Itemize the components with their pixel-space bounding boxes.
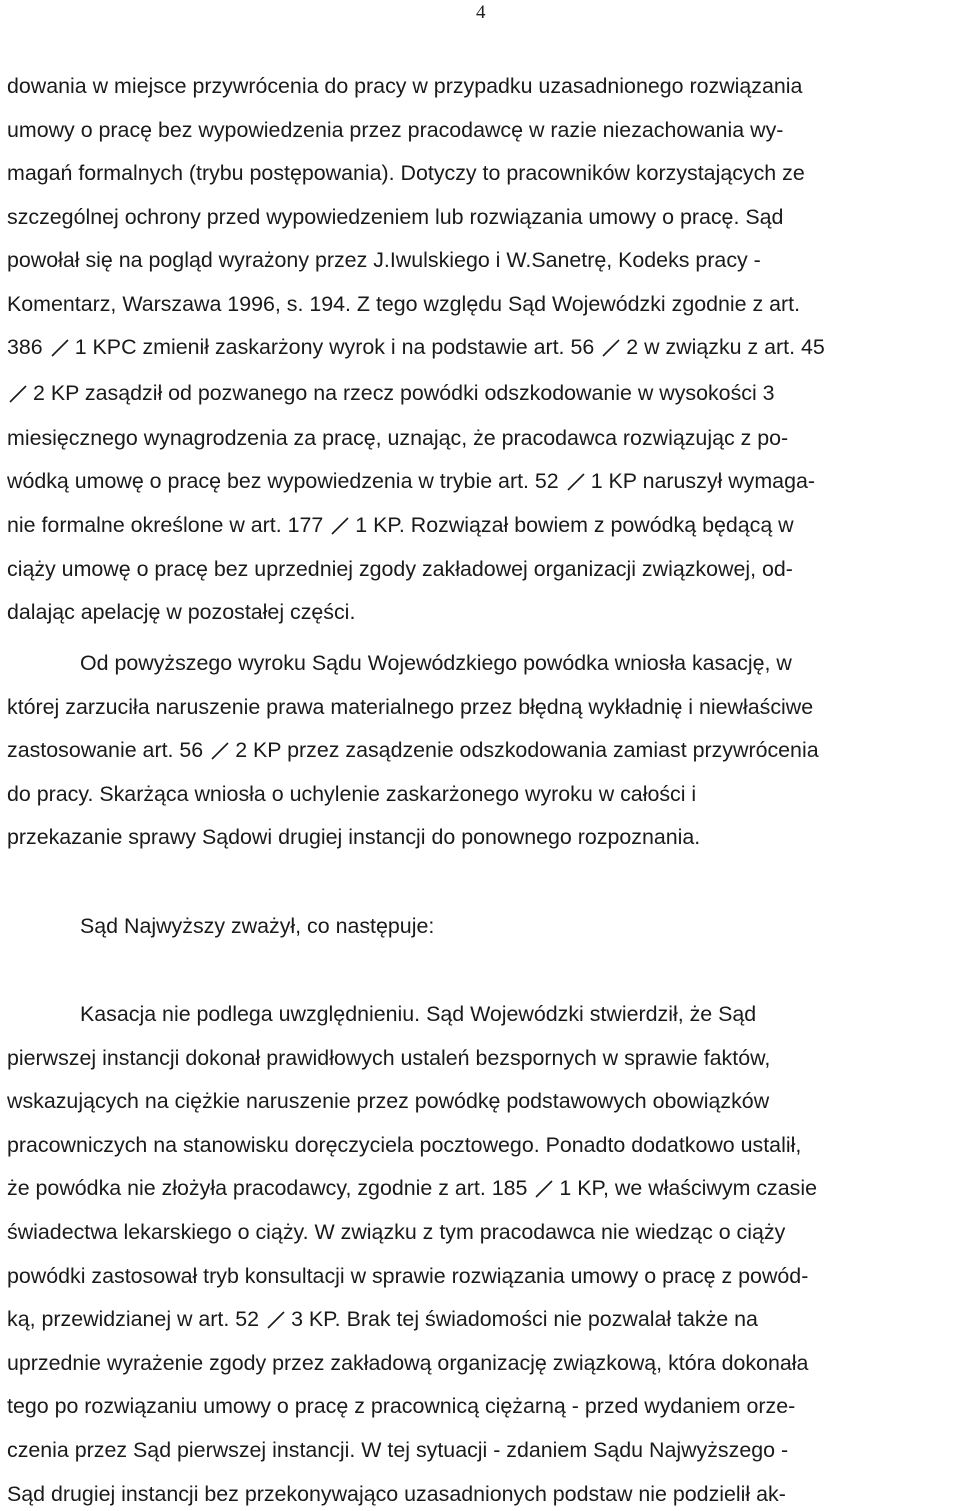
text-line	[7, 512, 794, 538]
section-sign-icon	[565, 472, 587, 492]
text-line: Od powyższego wyroku Sądu Wojewódzkiego powódka wniosła kasację, w	[80, 651, 792, 675]
text-line: pracowniczych na stanowisku doręczyciela pocztowego. Ponadto dodatkowo ustalił,	[7, 1133, 802, 1157]
text-run: wódką umowę o pracę bez wypowiedzenia w trybie art. 52	[7, 469, 559, 493]
text-line: świadectwa lekarskiego o ciąży. W związku z tym pracodawca nie wiedząc o ciąży	[7, 1220, 786, 1244]
page-number: 4	[476, 2, 486, 23]
section-sign-icon	[533, 1179, 555, 1199]
text-line	[7, 1175, 817, 1201]
section-sign-icon	[329, 516, 351, 536]
text-line: dowania w miejsce przywrócenia do pracy w przypadku uzasadnionego rozwiązania	[7, 74, 803, 98]
text-line: tego po rozwiązaniu umowy o pracę z pracownicą ciężarną - przed wydaniem orze-	[7, 1394, 796, 1418]
text-line: dalając apelację w pozostałej części.	[7, 600, 356, 624]
text-run: 1 KP, we właściwym czasie	[559, 1176, 817, 1200]
text-line: umowy o pracę bez wypowiedzenia przez pracodawcę w razie niezachowania wy-	[7, 118, 784, 142]
text-line: Komentarz, Warszawa 1996, s. 194. Z tego względu Sąd Wojewódzki zgodnie z art.	[7, 292, 801, 316]
text-run: 2 w związku z art. 45	[626, 335, 825, 359]
text-run: ką, przewidzianej w art. 52	[7, 1307, 260, 1331]
text-line: miesięcznego wynagrodzenia za pracę, uznając, że pracodawca rozwiązując z po-	[7, 426, 789, 450]
section-sign-icon	[600, 338, 622, 358]
section-heading: Sąd Najwyższy zważył, co następuje:	[80, 914, 435, 938]
text-run: 1 KPC zmienił zaskarżony wyrok i na podstawie art. 56	[74, 335, 595, 359]
section-sign-icon	[209, 741, 231, 761]
text-line: powołał się na pogląd wyrażony przez J.Iwulskiego i W.Sanetrę, Kodeks pracy -	[7, 248, 761, 272]
text-run: 3 KP. Brak tej świadomości nie pozwalał także na	[291, 1307, 758, 1331]
text-line: Kasacja nie podlega uwzględnieniu. Sąd Wojewódzki stwierdził, że Sąd	[80, 1002, 757, 1026]
text-run: że powódka nie złożyła pracodawcy, zgodnie z art. 185	[7, 1176, 528, 1200]
section-sign-icon	[265, 1310, 287, 1330]
text-line: przekazanie sprawy Sądowi drugiej instancji do ponownego rozpoznania.	[7, 825, 701, 849]
text-line: powódki zastosował tryb konsultacji w sprawie rozwiązania umowy o pracę z powód-	[7, 1264, 809, 1288]
text-line: której zarzuciła naruszenie prawa materialnego przez błędną wykładnię i niewłaściwe	[7, 695, 814, 719]
text-run: zastosowanie art. 56	[7, 738, 204, 762]
text-run: 2 KP zasądził od pozwanego na rzecz powódki odszkodowanie w wysokości 3	[33, 381, 775, 405]
text-line: do pracy. Skarżąca wniosła o uchylenie zaskarżonego wyroku w całości i	[7, 782, 697, 806]
text-line: wskazujących na ciężkie naruszenie przez powódkę podstawowych obowiązków	[7, 1089, 770, 1113]
text-run: 2 KP przez zasądzenie odszkodowania zamiast przywrócenia	[235, 738, 819, 762]
text-line	[7, 1306, 758, 1332]
section-sign-icon	[7, 384, 29, 404]
text-line: czenia przez Sąd pierwszej instancji. W tej sytuacji - zdaniem Sądu Najwyższego -	[7, 1438, 789, 1462]
text-run: nie formalne określone w art. 177	[7, 513, 324, 537]
text-run: 1 KP naruszył wymaga-	[590, 469, 815, 493]
section-sign-icon	[49, 338, 71, 358]
text-run: 386	[7, 335, 43, 359]
text-line: szczególnej ochrony przed wypowiedzeniem lub rozwiązania umowy o pracę. Sąd	[7, 205, 784, 229]
text-line: ciąży umowę o pracę bez uprzedniej zgody zakładowej organizacji związkowej, od-	[7, 557, 793, 581]
text-line	[7, 380, 775, 406]
text-line: Sąd drugiej instancji bez przekonywająco uzasadnionych podstaw nie podzielił ak-	[7, 1482, 786, 1506]
text-line: magań formalnych (trybu postępowania). Dotyczy to pracowników korzystających ze	[7, 161, 805, 185]
text-line	[7, 334, 825, 360]
text-line: pierwszej instancji dokonał prawidłowych ustaleń bezspornych w sprawie faktów,	[7, 1046, 771, 1070]
text-line: uprzednie wyrażenie zgody przez zakładową organizację związkową, która dokonała	[7, 1351, 809, 1375]
text-line	[7, 468, 815, 494]
text-run: 1 KP. Rozwiązał bowiem z powódką będącą w	[355, 513, 794, 537]
text-line	[7, 737, 819, 763]
